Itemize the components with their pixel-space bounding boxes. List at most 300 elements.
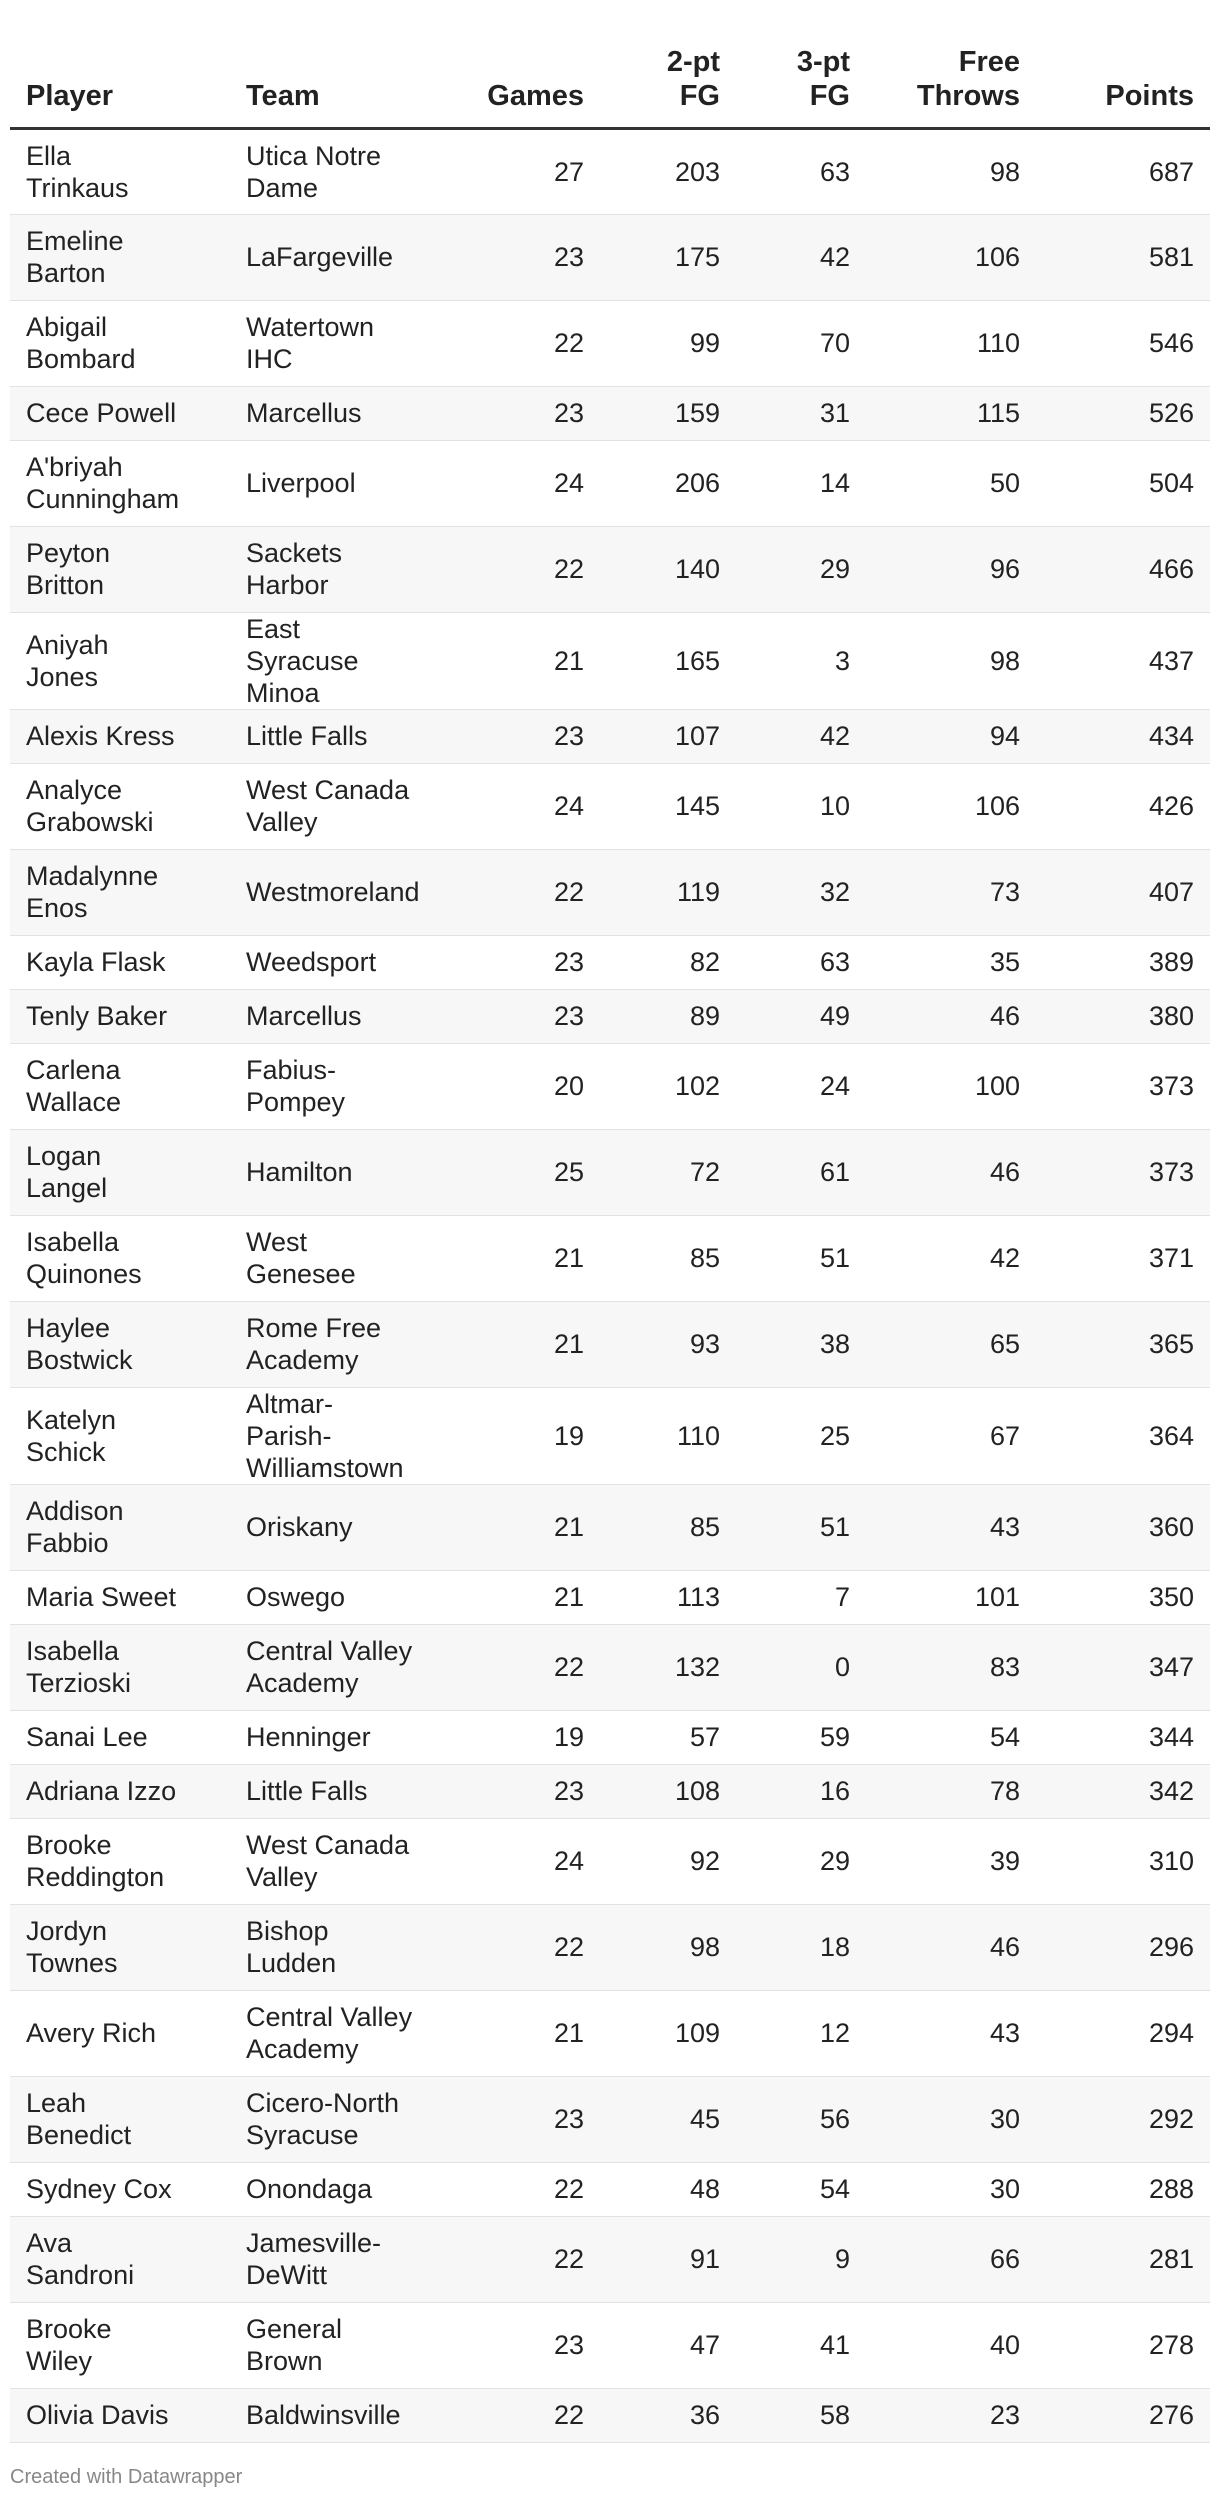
player-cell-line: Avery Rich [26, 2018, 157, 2048]
three-pt-fg-cell: 32 [736, 849, 866, 935]
games-cell: 19 [430, 1710, 600, 1764]
two-pt-fg-cell: 82 [600, 935, 736, 989]
player-cell-line: Alexis Kress [26, 721, 175, 751]
free-throws-cell: 50 [866, 440, 1036, 526]
header-player[interactable] [10, 40, 230, 128]
team-cell-line: Jamesville- [246, 2228, 382, 2258]
table-row [10, 849, 1210, 935]
points-cell: 276 [1036, 2388, 1210, 2442]
games-cell: 23 [430, 214, 600, 300]
free-throws-cell: 40 [866, 2302, 1036, 2388]
two-pt-fg-cell: 175 [600, 214, 736, 300]
player-cell-line: Haylee [26, 1313, 111, 1343]
team-cell-line: Dame [246, 172, 319, 203]
games-cell: 22 [430, 2162, 600, 2216]
games-cell: 22 [430, 1904, 600, 1990]
three-pt-fg-cell: 61 [736, 1129, 866, 1215]
player-cell-line: Emeline [26, 226, 124, 256]
team-cell-line: Oswego [246, 1582, 346, 1612]
header-points[interactable] [1036, 40, 1210, 128]
team-cell-line: West Genesee [246, 1227, 356, 1289]
three-pt-fg-cell: 7 [736, 1570, 866, 1624]
games-cell: 24 [430, 440, 600, 526]
header-two-pt-fg[interactable] [600, 40, 736, 128]
table-row [10, 709, 1210, 763]
player-cell-line: Jordyn [26, 1916, 108, 1946]
free-throws-cell: 78 [866, 1764, 1036, 1818]
player-cell [10, 849, 230, 935]
three-pt-fg-cell: 70 [736, 300, 866, 386]
two-pt-fg-cell: 206 [600, 440, 736, 526]
points-cell: 380 [1036, 989, 1210, 1043]
free-throws-cell: 73 [866, 849, 1036, 935]
two-pt-fg-cell: 36 [600, 2388, 736, 2442]
player-cell [10, 1301, 230, 1387]
two-pt-fg-cell: 110 [600, 1387, 736, 1484]
two-pt-fg-cell: 145 [600, 763, 736, 849]
player-cell-line: Maria Sweet [26, 1582, 177, 1612]
player-cell-line: Langel [26, 1173, 108, 1203]
three-pt-fg-cell: 29 [736, 1818, 866, 1904]
three-pt-fg-cell: 31 [736, 386, 866, 440]
two-pt-fg-cell: 119 [600, 849, 736, 935]
table-row [10, 386, 1210, 440]
three-pt-fg-cell: 9 [736, 2216, 866, 2302]
team-cell-line: Williamstown [246, 1452, 404, 1483]
table-row [10, 526, 1210, 612]
team-cell-line: Baldwinsville [246, 2400, 401, 2430]
player-cell [10, 2162, 230, 2216]
header-points-label: Points [1105, 79, 1194, 112]
team-cell-line: East Syracuse [246, 613, 359, 676]
three-pt-fg-cell: 63 [736, 935, 866, 989]
two-pt-fg-cell: 113 [600, 1570, 736, 1624]
free-throws-cell: 115 [866, 386, 1036, 440]
player-cell-line: Fabbio [26, 1528, 109, 1558]
points-cell: 526 [1036, 386, 1210, 440]
table-row [10, 1129, 1210, 1215]
player-cell-line: Tenly Baker [26, 1001, 168, 1031]
points-cell: 371 [1036, 1215, 1210, 1301]
team-cell [230, 989, 430, 1043]
player-cell-line: Trinkaus [26, 172, 129, 203]
table-row [10, 128, 1210, 214]
player-cell [10, 128, 230, 214]
points-cell: 350 [1036, 1570, 1210, 1624]
player-cell [10, 989, 230, 1043]
two-pt-fg-cell: 45 [600, 2076, 736, 2162]
player-cell-line: Wallace [26, 1087, 122, 1117]
team-cell-line: Oriskany [246, 1512, 353, 1542]
team-cell-line: LaFargeville [246, 242, 394, 272]
games-cell: 21 [430, 612, 600, 709]
games-cell: 23 [430, 2076, 600, 2162]
games-cell: 21 [430, 1484, 600, 1570]
team-cell [230, 935, 430, 989]
player-cell [10, 1990, 230, 2076]
three-pt-fg-cell: 24 [736, 1043, 866, 1129]
player-cell [10, 1818, 230, 1904]
team-cell-line: Syracuse [246, 2120, 359, 2150]
two-pt-fg-cell: 99 [600, 300, 736, 386]
free-throws-cell: 39 [866, 1818, 1036, 1904]
free-throws-cell: 106 [866, 763, 1036, 849]
games-cell: 23 [430, 1764, 600, 1818]
player-cell-line: A'briyah [26, 452, 123, 482]
two-pt-fg-cell: 93 [600, 1301, 736, 1387]
team-cell-line: Brown [246, 2346, 323, 2376]
team-cell-line: General [246, 2314, 343, 2344]
team-cell [230, 1301, 430, 1387]
team-cell [230, 1904, 430, 1990]
three-pt-fg-cell: 49 [736, 989, 866, 1043]
team-cell-line: Valley [246, 1862, 318, 1892]
header-three-pt-fg[interactable] [736, 40, 866, 128]
team-cell [230, 1570, 430, 1624]
table-row [10, 1710, 1210, 1764]
team-cell [230, 1129, 430, 1215]
free-throws-cell: 100 [866, 1043, 1036, 1129]
player-cell-line: Barton [26, 258, 106, 288]
three-pt-fg-cell: 59 [736, 1710, 866, 1764]
points-cell: 581 [1036, 214, 1210, 300]
games-cell: 22 [430, 2216, 600, 2302]
team-cell [230, 214, 430, 300]
header-three-pt-line2: FG [809, 79, 850, 112]
free-throws-cell: 65 [866, 1301, 1036, 1387]
two-pt-fg-cell: 102 [600, 1043, 736, 1129]
free-throws-cell: 46 [866, 989, 1036, 1043]
team-cell-line: Fabius- [246, 1055, 337, 1085]
two-pt-fg-cell: 85 [600, 1484, 736, 1570]
header-three-pt-line1: 3-pt [796, 45, 850, 78]
team-cell-line: Academy [246, 1668, 359, 1698]
team-cell-line: IHC [246, 344, 293, 374]
team-cell-line: Cicero-North [246, 2088, 400, 2118]
free-throws-cell: 30 [866, 2162, 1036, 2216]
player-cell-line: Britton [26, 570, 105, 600]
header-games[interactable] [430, 40, 600, 128]
team-cell [230, 526, 430, 612]
two-pt-fg-cell: 140 [600, 526, 736, 612]
points-cell: 296 [1036, 1904, 1210, 1990]
team-cell-line: DeWitt [246, 2260, 327, 2290]
games-cell: 22 [430, 2388, 600, 2442]
team-cell-line: Weedsport [246, 947, 377, 977]
team-cell-line: Minoa [246, 677, 320, 708]
free-throws-cell: 35 [866, 935, 1036, 989]
points-cell: 278 [1036, 2302, 1210, 2388]
table-header [10, 40, 1210, 128]
games-cell: 21 [430, 1301, 600, 1387]
header-team[interactable] [230, 40, 430, 128]
header-free-throws[interactable] [866, 40, 1036, 128]
free-throws-cell: 94 [866, 709, 1036, 763]
team-cell-line: Harbor [246, 570, 329, 600]
player-cell-line: Townes [26, 1948, 118, 1978]
player-cell [10, 709, 230, 763]
player-cell-line: Adriana Izzo [26, 1776, 177, 1806]
team-cell-line: Ludden [246, 1948, 337, 1978]
team-cell-line: Altmar-Parish- [246, 1388, 333, 1451]
team-cell [230, 849, 430, 935]
points-cell: 294 [1036, 1990, 1210, 2076]
free-throws-cell: 46 [866, 1129, 1036, 1215]
player-cell-line: Reddington [26, 1862, 165, 1892]
points-cell: 373 [1036, 1129, 1210, 1215]
free-throws-cell: 98 [866, 128, 1036, 214]
team-cell [230, 2388, 430, 2442]
team-cell [230, 612, 430, 709]
games-cell: 25 [430, 1129, 600, 1215]
games-cell: 23 [430, 709, 600, 763]
three-pt-fg-cell: 51 [736, 1484, 866, 1570]
games-cell: 21 [430, 1570, 600, 1624]
three-pt-fg-cell: 63 [736, 128, 866, 214]
player-cell [10, 300, 230, 386]
games-cell: 20 [430, 1043, 600, 1129]
player-cell [10, 1484, 230, 1570]
player-cell-line: Cece Powell [26, 398, 177, 428]
games-cell: 21 [430, 1215, 600, 1301]
player-cell [10, 1215, 230, 1301]
player-cell [10, 386, 230, 440]
scoring-leaders-table [10, 40, 1210, 2443]
header-team-label: Team [246, 79, 320, 112]
table-row [10, 1624, 1210, 1710]
stats-table-container [10, 40, 1210, 2443]
three-pt-fg-cell: 0 [736, 1624, 866, 1710]
table-row [10, 440, 1210, 526]
free-throws-cell: 23 [866, 2388, 1036, 2442]
player-cell-line: Benedict [26, 2120, 132, 2150]
team-cell-line: Westmoreland [246, 877, 420, 907]
table-row [10, 1301, 1210, 1387]
table-row [10, 763, 1210, 849]
free-throws-cell: 106 [866, 214, 1036, 300]
header-row [10, 40, 1210, 128]
team-cell [230, 2162, 430, 2216]
points-cell: 389 [1036, 935, 1210, 989]
games-cell: 22 [430, 849, 600, 935]
player-cell [10, 1710, 230, 1764]
table-row [10, 1215, 1210, 1301]
player-cell [10, 1387, 230, 1484]
player-cell [10, 2302, 230, 2388]
games-cell: 23 [430, 386, 600, 440]
team-cell-line: West Canada [246, 775, 410, 805]
table-row [10, 1990, 1210, 2076]
player-cell [10, 1129, 230, 1215]
team-cell [230, 386, 430, 440]
free-throws-cell: 96 [866, 526, 1036, 612]
team-cell [230, 1484, 430, 1570]
team-cell-line: Central Valley [246, 1636, 413, 1666]
points-cell: 347 [1036, 1624, 1210, 1710]
three-pt-fg-cell: 29 [736, 526, 866, 612]
team-cell-line: Liverpool [246, 468, 356, 498]
table-row [10, 1043, 1210, 1129]
player-cell [10, 935, 230, 989]
player-cell-line: Katelyn [26, 1404, 117, 1435]
player-cell-line: Cunningham [26, 484, 180, 514]
team-cell [230, 2302, 430, 2388]
three-pt-fg-cell: 25 [736, 1387, 866, 1484]
team-cell-line: Utica Notre [246, 140, 382, 171]
points-cell: 373 [1036, 1043, 1210, 1129]
points-cell: 504 [1036, 440, 1210, 526]
two-pt-fg-cell: 203 [600, 128, 736, 214]
player-cell-line: Sanai Lee [26, 1722, 148, 1752]
points-cell: 426 [1036, 763, 1210, 849]
three-pt-fg-cell: 51 [736, 1215, 866, 1301]
team-cell-line: Valley [246, 807, 318, 837]
header-player-label: Player [26, 79, 114, 112]
team-cell-line: Marcellus [246, 1001, 362, 1031]
table-row [10, 1387, 1210, 1484]
player-cell-line: Peyton [26, 538, 111, 568]
team-cell [230, 1215, 430, 1301]
two-pt-fg-cell: 89 [600, 989, 736, 1043]
two-pt-fg-cell: 107 [600, 709, 736, 763]
team-cell-line: Little Falls [246, 721, 368, 751]
points-cell: 546 [1036, 300, 1210, 386]
player-cell-line: Jones [26, 661, 99, 692]
table-row [10, 2302, 1210, 2388]
player-cell [10, 526, 230, 612]
three-pt-fg-cell: 38 [736, 1301, 866, 1387]
player-cell-line: Analyce [26, 775, 123, 805]
team-cell [230, 1818, 430, 1904]
player-cell-line: Sydney Cox [26, 2174, 172, 2204]
two-pt-fg-cell: 92 [600, 1818, 736, 1904]
games-cell: 27 [430, 128, 600, 214]
points-cell: 365 [1036, 1301, 1210, 1387]
points-cell: 407 [1036, 849, 1210, 935]
games-cell: 19 [430, 1387, 600, 1484]
player-cell-line: Grabowski [26, 807, 154, 837]
header-two-pt-line2: FG [679, 79, 720, 112]
team-cell-line: Watertown [246, 312, 375, 342]
three-pt-fg-cell: 12 [736, 1990, 866, 2076]
points-cell: 437 [1036, 612, 1210, 709]
points-cell: 342 [1036, 1764, 1210, 1818]
table-row [10, 2388, 1210, 2442]
two-pt-fg-cell: 47 [600, 2302, 736, 2388]
table-row [10, 214, 1210, 300]
points-cell: 281 [1036, 2216, 1210, 2302]
table-row [10, 612, 1210, 709]
player-cell [10, 1570, 230, 1624]
player-cell [10, 1764, 230, 1818]
table-row [10, 1484, 1210, 1570]
player-cell-line: Isabella [26, 1636, 120, 1666]
three-pt-fg-cell: 41 [736, 2302, 866, 2388]
three-pt-fg-cell: 56 [736, 2076, 866, 2162]
team-cell [230, 128, 430, 214]
two-pt-fg-cell: 85 [600, 1215, 736, 1301]
team-cell [230, 1764, 430, 1818]
three-pt-fg-cell: 18 [736, 1904, 866, 1990]
free-throws-cell: 46 [866, 1904, 1036, 1990]
team-cell-line: West Canada [246, 1830, 410, 1860]
two-pt-fg-cell: 72 [600, 1129, 736, 1215]
team-cell-line: Marcellus [246, 398, 362, 428]
team-cell [230, 1990, 430, 2076]
games-cell: 23 [430, 2302, 600, 2388]
points-cell: 360 [1036, 1484, 1210, 1570]
player-cell [10, 1043, 230, 1129]
table-row [10, 2162, 1210, 2216]
free-throws-cell: 43 [866, 1484, 1036, 1570]
player-cell [10, 2216, 230, 2302]
player-cell-line: Kayla Flask [26, 947, 166, 977]
points-cell: 344 [1036, 1710, 1210, 1764]
team-cell [230, 1710, 430, 1764]
player-cell-line: Olivia Davis [26, 2400, 169, 2430]
player-cell-line: Terzioski [26, 1668, 132, 1698]
player-cell-line: Carlena [26, 1055, 121, 1085]
two-pt-fg-cell: 98 [600, 1904, 736, 1990]
free-throws-cell: 83 [866, 1624, 1036, 1710]
player-cell [10, 440, 230, 526]
team-cell [230, 709, 430, 763]
header-two-pt-line1: 2-pt [666, 45, 720, 78]
player-cell-line: Leah [26, 2088, 87, 2118]
table-row [10, 2216, 1210, 2302]
points-cell: 310 [1036, 1818, 1210, 1904]
games-cell: 24 [430, 763, 600, 849]
player-cell-line: Wiley [26, 2346, 92, 2376]
two-pt-fg-cell: 108 [600, 1764, 736, 1818]
player-cell-line: Bombard [26, 344, 136, 374]
three-pt-fg-cell: 16 [736, 1764, 866, 1818]
two-pt-fg-cell: 109 [600, 1990, 736, 2076]
games-cell: 23 [430, 935, 600, 989]
two-pt-fg-cell: 132 [600, 1624, 736, 1710]
team-cell [230, 300, 430, 386]
player-cell [10, 2388, 230, 2442]
three-pt-fg-cell: 42 [736, 709, 866, 763]
player-cell-line: Sandroni [26, 2260, 135, 2290]
player-cell-line: Ella [26, 140, 72, 171]
player-cell [10, 2076, 230, 2162]
player-cell [10, 763, 230, 849]
team-cell-line: Academy [246, 2034, 359, 2064]
team-cell-line: Sackets [246, 538, 343, 568]
team-cell [230, 763, 430, 849]
player-cell-line: Brooke [26, 2314, 112, 2344]
team-cell [230, 1624, 430, 1710]
player-cell-line: Ava [26, 2228, 73, 2258]
two-pt-fg-cell: 159 [600, 386, 736, 440]
player-cell-line: Enos [26, 893, 88, 923]
player-cell-line: Bostwick [26, 1345, 133, 1375]
points-cell: 288 [1036, 2162, 1210, 2216]
table-row [10, 1764, 1210, 1818]
team-cell-line: Henninger [246, 1722, 371, 1752]
free-throws-cell: 110 [866, 300, 1036, 386]
table-row [10, 989, 1210, 1043]
free-throws-cell: 30 [866, 2076, 1036, 2162]
three-pt-fg-cell: 54 [736, 2162, 866, 2216]
team-cell-line: Bishop [246, 1916, 329, 1946]
player-cell-line: Abigail [26, 312, 108, 342]
points-cell: 434 [1036, 709, 1210, 763]
player-cell-line: Brooke [26, 1830, 112, 1860]
team-cell-line: Pompey [246, 1087, 346, 1117]
table-row [10, 1570, 1210, 1624]
